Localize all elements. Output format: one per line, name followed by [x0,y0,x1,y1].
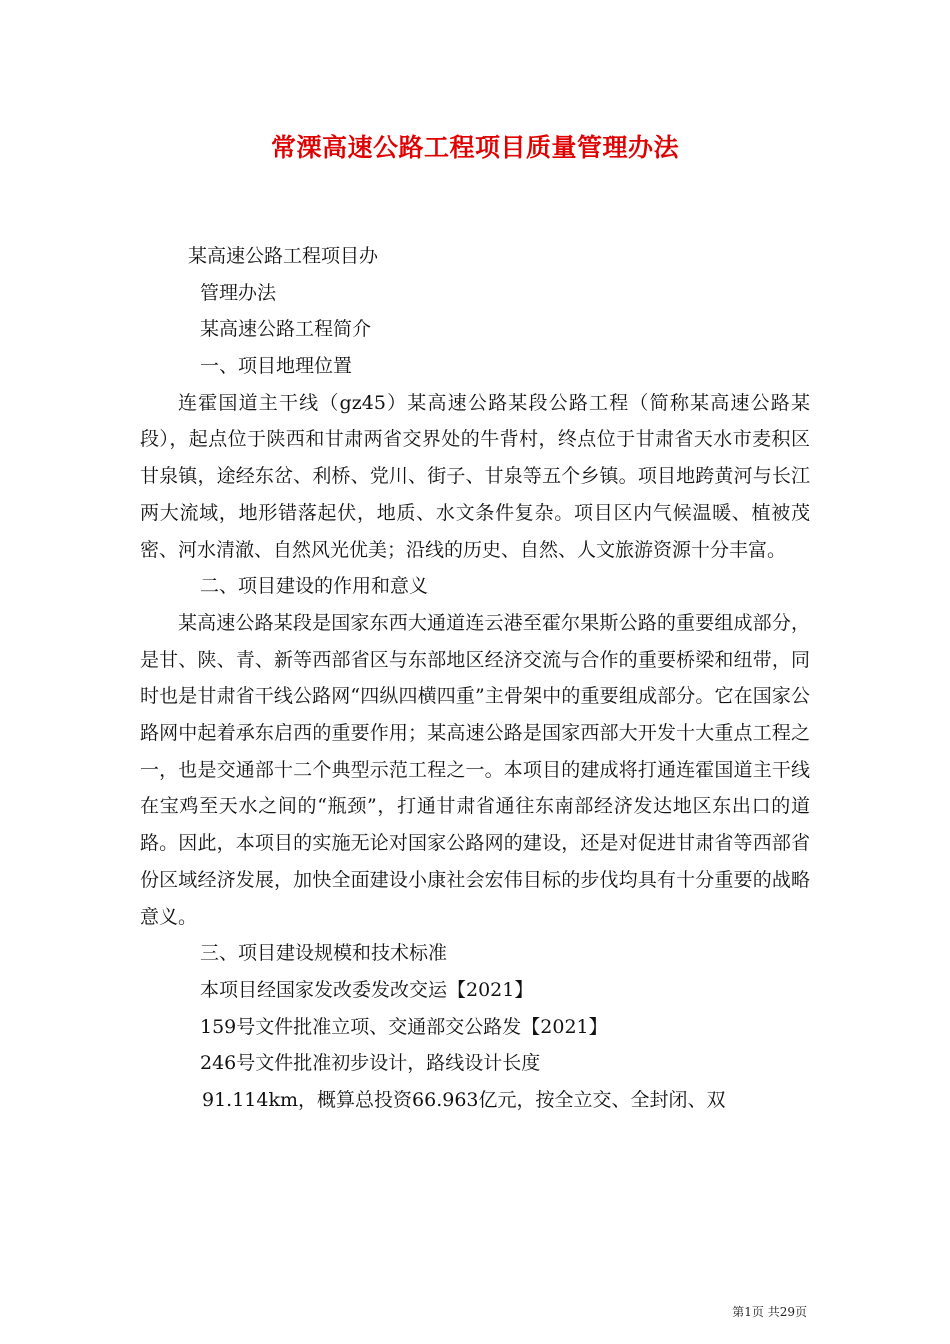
section-heading: 三、项目建设规模和技术标准 [200,942,448,965]
text-line: 159号文件批准立项、交通部交公路发【2021】 [200,1015,608,1038]
text-line: 本项目经国家发改委发改交运【2021】 [200,978,534,1001]
paragraph: 连霍国道主干线（gz45）某高速公路某段公路工程（简称某高速公路某段），起点位于陕西和甘肃两省交界处的牛背村，终点位于甘肃省天水市麦积区甘泉镇，途经东岔、利桥、党川、街子、甘泉等五个乡镇。项目地跨黄河与长江两大流域，地形错落起伏，地质、水文条件复杂。项目区内气候温暖、植被茂密、河水清澈、自然风光优美；沿线的历史、自然、人文旅游资源十分丰富。 [140,391,810,561]
text-line: 某高速公路工程简介 [200,318,372,341]
page-number: 第1页 共29页 [732,1305,807,1319]
text-line: 某高速公路工程项目办 [188,245,379,267]
text-line: 管理办法 [200,281,277,304]
paragraph: 某高速公路某段是国家东西大通道连云港至霍尔果斯公路的重要组成部分，是甘、陕、青、新等西部省区与东部地区经济交流与合作的重要桥梁和纽带，同时也是甘肃省干线公路网“四纵四横四重”主骨架中的重要组成部分。它在国家公路网中起着承东启西的重要作用；某高速公路是国家西部大开发十大重点工程之一，也是交通部十二个典型示范工程之一。本项目的建成将打通连霍国道主干线在宝鸡至天水之间的“瓶颈”，打通甘肃省通往东南部经济发达地区东出口的道路。因此，本项目的实施无论对国家公路网的建设，还是对促进甘肃省等西部省份区域经济发展，加快全面建设小康社会宏伟目标的步伐均具有十分重要的战略意义。 [140,611,810,928]
text-line: 246号文件批准初步设计，路线设计长度 [200,1052,541,1075]
section-heading: 一、项目地理位置 [200,355,353,378]
document-body [140,238,810,1119]
document-title: 常溧高速公路工程项目质量管理办法 [270,133,679,162]
text-line: 91.114km，概算总投资66.963亿元，按全立交、全封闭、双 [202,1089,726,1112]
section-heading: 二、项目建设的作用和意义 [200,575,429,598]
